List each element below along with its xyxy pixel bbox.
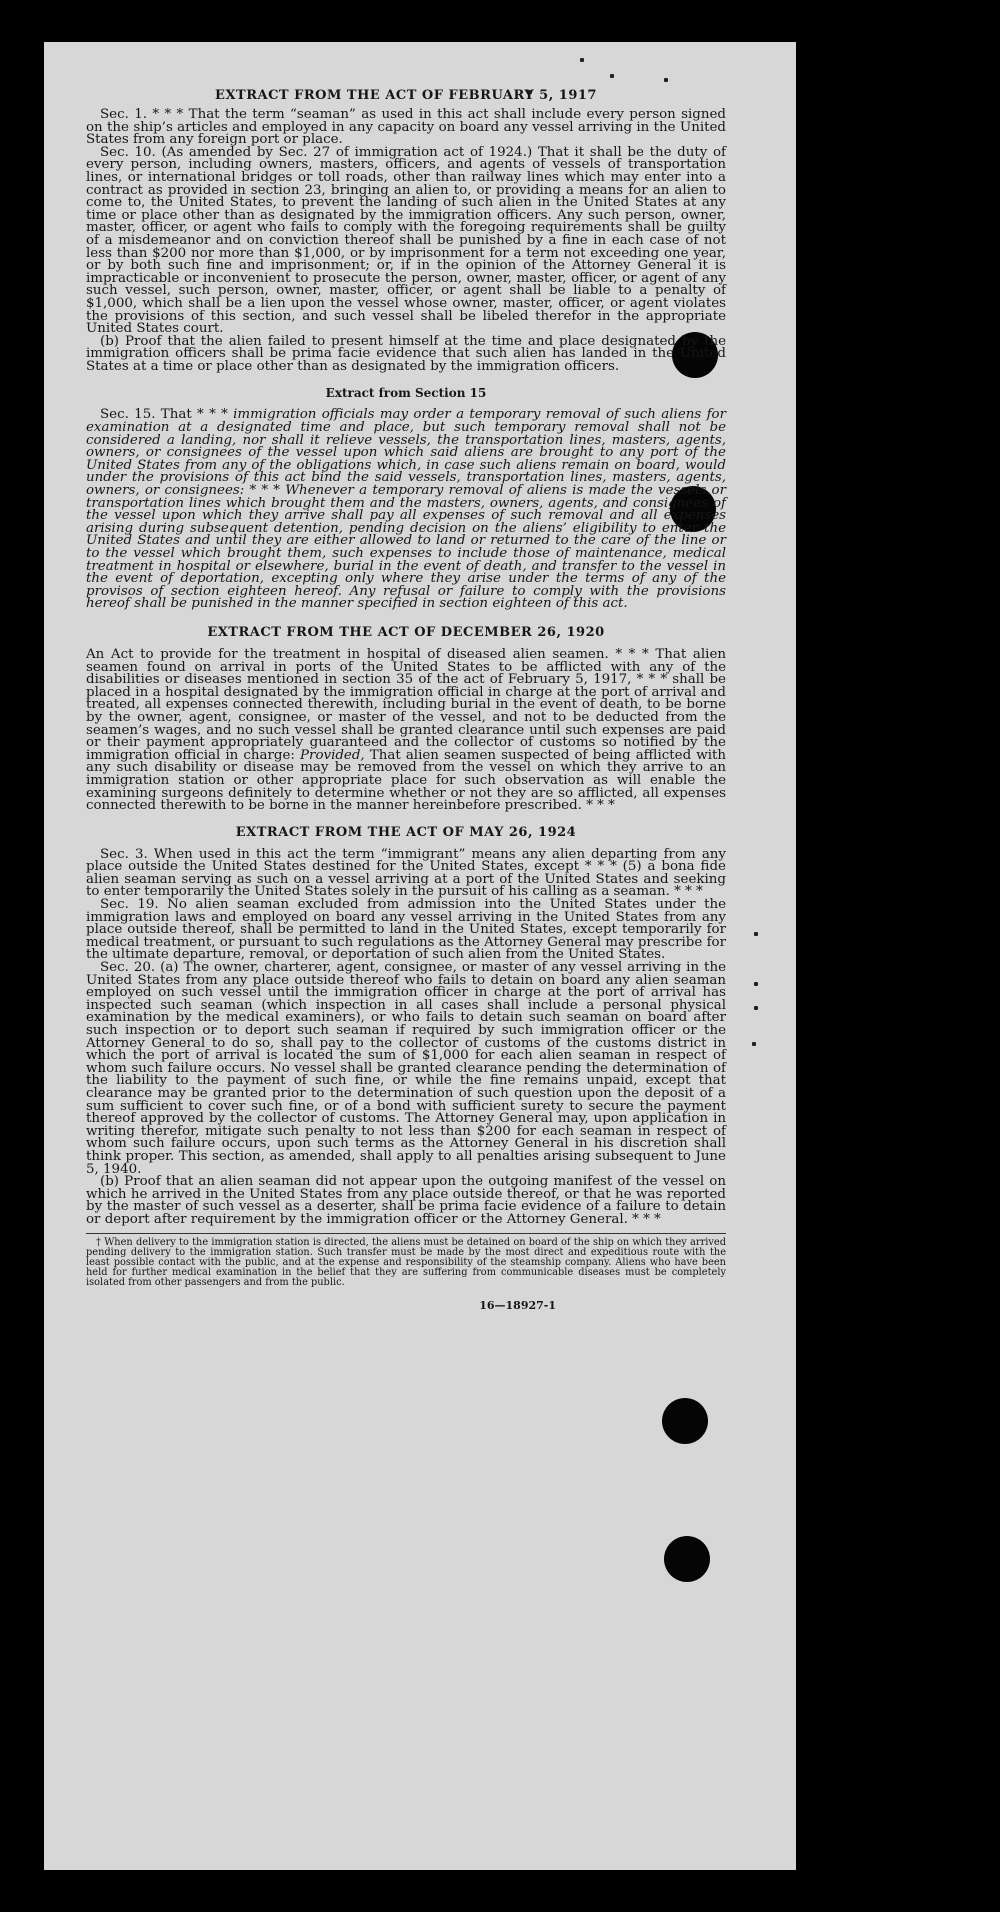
footnote: † When delivery to the immigration station is directed, the aliens must be detained on board of the ship on which they arrived pending delivery to the immigration station. Such transfer must be made by the most direct and expeditious route with the least possible contact with the public, and at the expense and responsibility of the steamship company. Aliens who have been held for further medical examination in the belief that they are suffering from communicable diseases must be completely isolated from other passengers and from the public. — [86, 1236, 726, 1288]
footnote-rule — [86, 1233, 726, 1234]
paragraph-italic: immigration officials may order a temporary removal of such aliens for examination at a designated time and place, but such temporary removal shall not be considered a landing, nor shall it relieve vessels, the transportation lines, masters, agents, owners, or consignees of the vessel upon which said aliens are brought to any port of the United States from any of the obligations which, in case such aliens remain on board, would under the provisions of this act bind the said vessels, transportation lines, masters, agents, owners, or consignees: * * * Whenever a temporary removal of aliens is made the vessels or transportation lines which brought them and the masters, owners, agents, and consignees of the vessel upon which they arrive shall pay all expenses of such removal and all expenses arising during subsequent detention, pending decision on the aliens’ eligibility to enter the United States and until they are either allowed to land or returned to the care of the line or to the vessel which brought them, such expenses to include those of maintenance, medical treatment in hospital or elsewhere, burial in the event of death, and transfer to the vessel in the event of deportation, excepting only where they arise under the terms of any of the provisos of section eighteen hereof. Any refusal or failure to comply with the provisions hereof shall be punished in the manner specified in section eighteen of this act. — [86, 407, 726, 612]
paragraph: (b) Proof that the alien failed to present himself at the time and place designated by the immigration officers shall be prima facie evidence that such alien has landed in the United States at a time or place other than as designated by the immigration officers. — [86, 333, 726, 374]
speck-mark — [754, 1006, 758, 1010]
section-heading: EXTRACT FROM THE ACT OF FEBRUARY 5, 1917 — [215, 88, 597, 103]
paragraph: Sec. 10. (As amended by Sec. 27 of immigration act of 1924.) That it shall be the duty of every person, including owners, masters, officers, and agents of vessels of transportation lines, or international bridges or toll roads, other than railway lines which may enter into a contract as provided in section 23, bringing an alien to, or providing a means for an alien to come to, the United States, to prevent the landing of such alien in the United States at any time or place other than as designated by the immigration officers. Any such person, owner, master, officer, or agent who fails to comply with the foregoing requirements shall be guilty of a misdemeanor and on conviction thereof shall be punished by a fine in each case of not less than $200 nor more than $1,000, or by imprisonment for a term not exceeding one year, or by both such fine and imprisonment; or, if in the opinion of the Attorney General it is impracticable or inconvenient to prosecute the person, owner, master, officer, or agent of any such vessel, such person, owner, master, officer, or agent shall be liable to a penalty of $1,000, which shall be a lien upon the vessel whose owner, master, officer, or agent violates the provisions of this section, and such vessel shall be libeled therefor in the appropriate United States court. — [86, 144, 726, 337]
speck-mark — [754, 932, 758, 936]
speck-mark — [664, 78, 668, 82]
section-heading: EXTRACT FROM THE ACT OF MAY 26, 1924 — [235, 824, 577, 840]
paragraph: (b) Proof that an alien seaman did not appear upon the outgoing manifest of the vessel on which he arrived in the United States from any place outside thereof, or that he was reported by the master of such vessel as a deserter, shall be prima facie evidence of a failure to detain or deport after requirement by the immigration officer or the Attorney General. * * * — [86, 1174, 726, 1227]
speck-mark — [610, 74, 614, 78]
paragraph: Sec. 1. * * * That the term “seaman” as used in this act shall include every person signed on the ship’s articles and employed in any capacity on board any vessel arriving in the United States from any foreign port or place. — [86, 107, 726, 148]
paragraph-lead: Sec. 15. That * * * — [100, 407, 234, 423]
document-text — [86, 90, 726, 1312]
paragraph: Sec. 3. When used in this act the term “immigrant” means any alien departing from any place outside the United States destined for the United States, except * * * (5) a bona fide alien seaman serving as such on a vessel arriving at a port of the United States and seeking to enter temporarily the United States solely in the pursuit of his calling as a seaman. * * * — [86, 846, 726, 900]
punch-hole — [664, 1536, 710, 1582]
section-heading: EXTRACT FROM THE ACT OF DECEMBER 26, 1920 — [207, 624, 605, 640]
form-number: 16—18927-1 — [479, 1298, 556, 1312]
speck-mark — [752, 1042, 756, 1046]
paragraph — [86, 646, 726, 814]
speck-mark — [580, 58, 584, 62]
speck-mark — [754, 982, 758, 986]
paragraph-part: An Act to provide for the treatment in hospital of diseased alien seamen. * * * That alien seamen found on arrival in ports of the United States to be afflicted with any of the disabilities or diseases mentioned in section 35 of the act of February 5, 1917, * * * shall be placed in a hospital designated by the immigration official in charge at the port of arrival and treated, all expenses connected therewith, including burial in the event of death, to be borne by the owner, agent, consignee, or master of the vessel, and not to be deducted from the seamen’s wages, and no such vessel shall be granted clearance until such expenses are paid or their payment appropriately guaranteed and the collector of customs so notified by the immigration official in charge: — [86, 646, 726, 763]
paragraph-part: That alien seamen suspected of being afflicted with any such disability or disease may be removed from the vessel on which they arrive to an immigration station or other appropriate place for such observation as will enable the examining surgeons definitely to determine whether or not they are so afflicted, all expenses connected therewith to be borne in the manner hereinbefore prescribed. * * * — [86, 747, 726, 814]
paragraph: Sec. 19. No alien seaman excluded from admission into the United States under the immigration laws and employed on board any vessel arriving in the United States from any place outside thereof, shall be permitted to land in the United States, except temporarily for medical treatment, or pursuant to such regulations as the Attorney General may prescribe for the ultimate departure, removal, or deportation of such alien from the United States. — [86, 897, 726, 963]
subsection-heading: Extract from Section 15 — [325, 386, 487, 401]
paragraph — [86, 409, 726, 611]
provided-word: Provided, — [300, 747, 365, 763]
paragraph: Sec. 20. (a) The owner, charterer, agent, consignee, or master of any vessel arriving in the United States from any place outside thereof who fails to detain on board any alien seaman employed on such vessel until the immigration officer in charge at the port of arrival has inspected such seaman (which inspection in all cases shall include a personal physical examination by the medical examiners), or who fails to detain such seaman on board after such inspection or to deport such seaman if required by such immigration officer or the Attorney General to do so, shall pay to the collector of customs of the customs district in which the port of arrival is located the sum of $1,000 for each alien seaman in respect of whom such failure occurs. No vessel shall be granted clearance pending the determination of the liability to the payment of such fine, or while the fine remains unpaid, except that clearance may be granted prior to the determination of such question upon the deposit of a sum sufficient to cover such fine, or of a bond with sufficient surety to secure the payment thereof approved by the collector of customs. The Attorney General may, upon application in writing therefor, mitigate such penalty to not less than $200 for each seaman in respect of whom such failure occurs, upon such terms as the Attorney General in his discretion shall think proper. This section, as amended, shall apply to all penalties arising subsequent to June 5, 1940. — [86, 960, 726, 1177]
punch-hole — [662, 1398, 708, 1444]
